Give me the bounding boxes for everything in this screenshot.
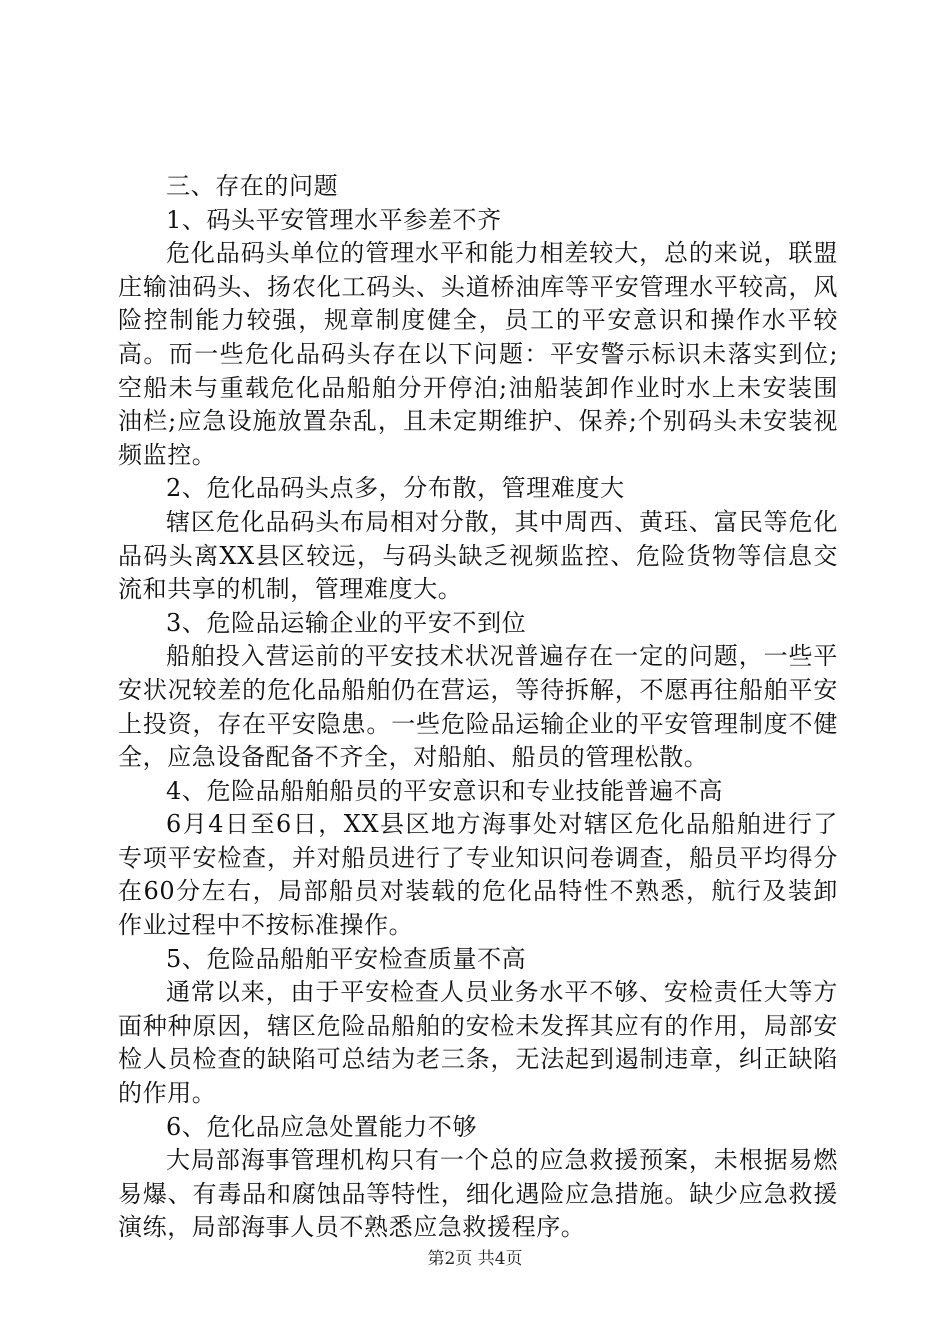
page-footer: 第2页 共4页 <box>427 1249 523 1269</box>
subheading-4: 4、危险品船舶船员的平安意识和专业技能普遍不高 <box>166 776 724 805</box>
subheading-5: 5、危险品船舶平安检查质量不高 <box>166 944 527 973</box>
paragraph-2: 辖区危化品码头布局相对分散，其中周西、黄珏、富民等危化品码头离XX县区较远，与码头缺乏视频监控、危险货物等信息交流和共享的机制，管理难度大。 <box>118 507 838 604</box>
subheading-6: 6、危化品应急处置能力不够 <box>166 1112 478 1141</box>
section-heading: 三、存在的问题 <box>166 172 339 200</box>
document-body <box>118 170 838 1245</box>
paragraph-5: 通常以来，由于平安检查人员业务水平不够、安检责任大等方面种种原因，辖区危险品船舶的安检未发挥其应有的作用，局部安检人员检查的缺陷可总结为老三条，无法起到遏制违章，纠正缺陷的作用。 <box>118 978 838 1108</box>
subheading-2: 2、危化品码头点多，分布散，管理难度大 <box>166 474 625 503</box>
paragraph-4: 6月4日至6日，XX县区地方海事处对辖区危化品船舶进行了专项平安检查，并对船员进行了专业知识问卷调查，船员平均得分在60分左右，局部船员对装载的危化品特性不熟悉，航行及装卸作业过程中不按标准操作。 <box>118 810 838 940</box>
subheading-3: 3、危险品运输企业的平安不到位 <box>166 608 527 637</box>
paragraph-6: 大局部海事管理机构只有一个总的应急救援预案，未根据易燃易爆、有毒品和腐蚀品等特性，细化遇险应急措施。缺少应急救援演练，局部海事人员不熟悉应急救援程序。 <box>118 1146 838 1242</box>
paragraph-3: 船舶投入营运前的平安技术状况普遍存在一定的问题，一些平安状况较差的危化品船舶仍在营运，等待拆解，不愿再往船舶平安上投资，存在平安隐患。一些危险品运输企业的平安管理制度不健全，应急设备配备不齐全，对船舶、船员的管理松散。 <box>118 642 838 772</box>
paragraph-1: 危化品码头单位的管理水平和能力相差较大，总的来说，联盟庄输油码头、扬农化工码头、头道桥油库等平安管理水平较高，风险控制能力较强，规章制度健全，员工的平安意识和操作水平较高。而一些危化品码头存在以下问题：平安警示标识未落实到位;空船未与重载危化品船舶分开停泊;油船装卸作业时水上未安装围油栏;应急设施放置杂乱，且未定期维护、保养;个别码头未安装视频监控。 <box>118 239 838 469</box>
subheading-1: 1、码头平安管理水平参差不齐 <box>166 205 502 234</box>
